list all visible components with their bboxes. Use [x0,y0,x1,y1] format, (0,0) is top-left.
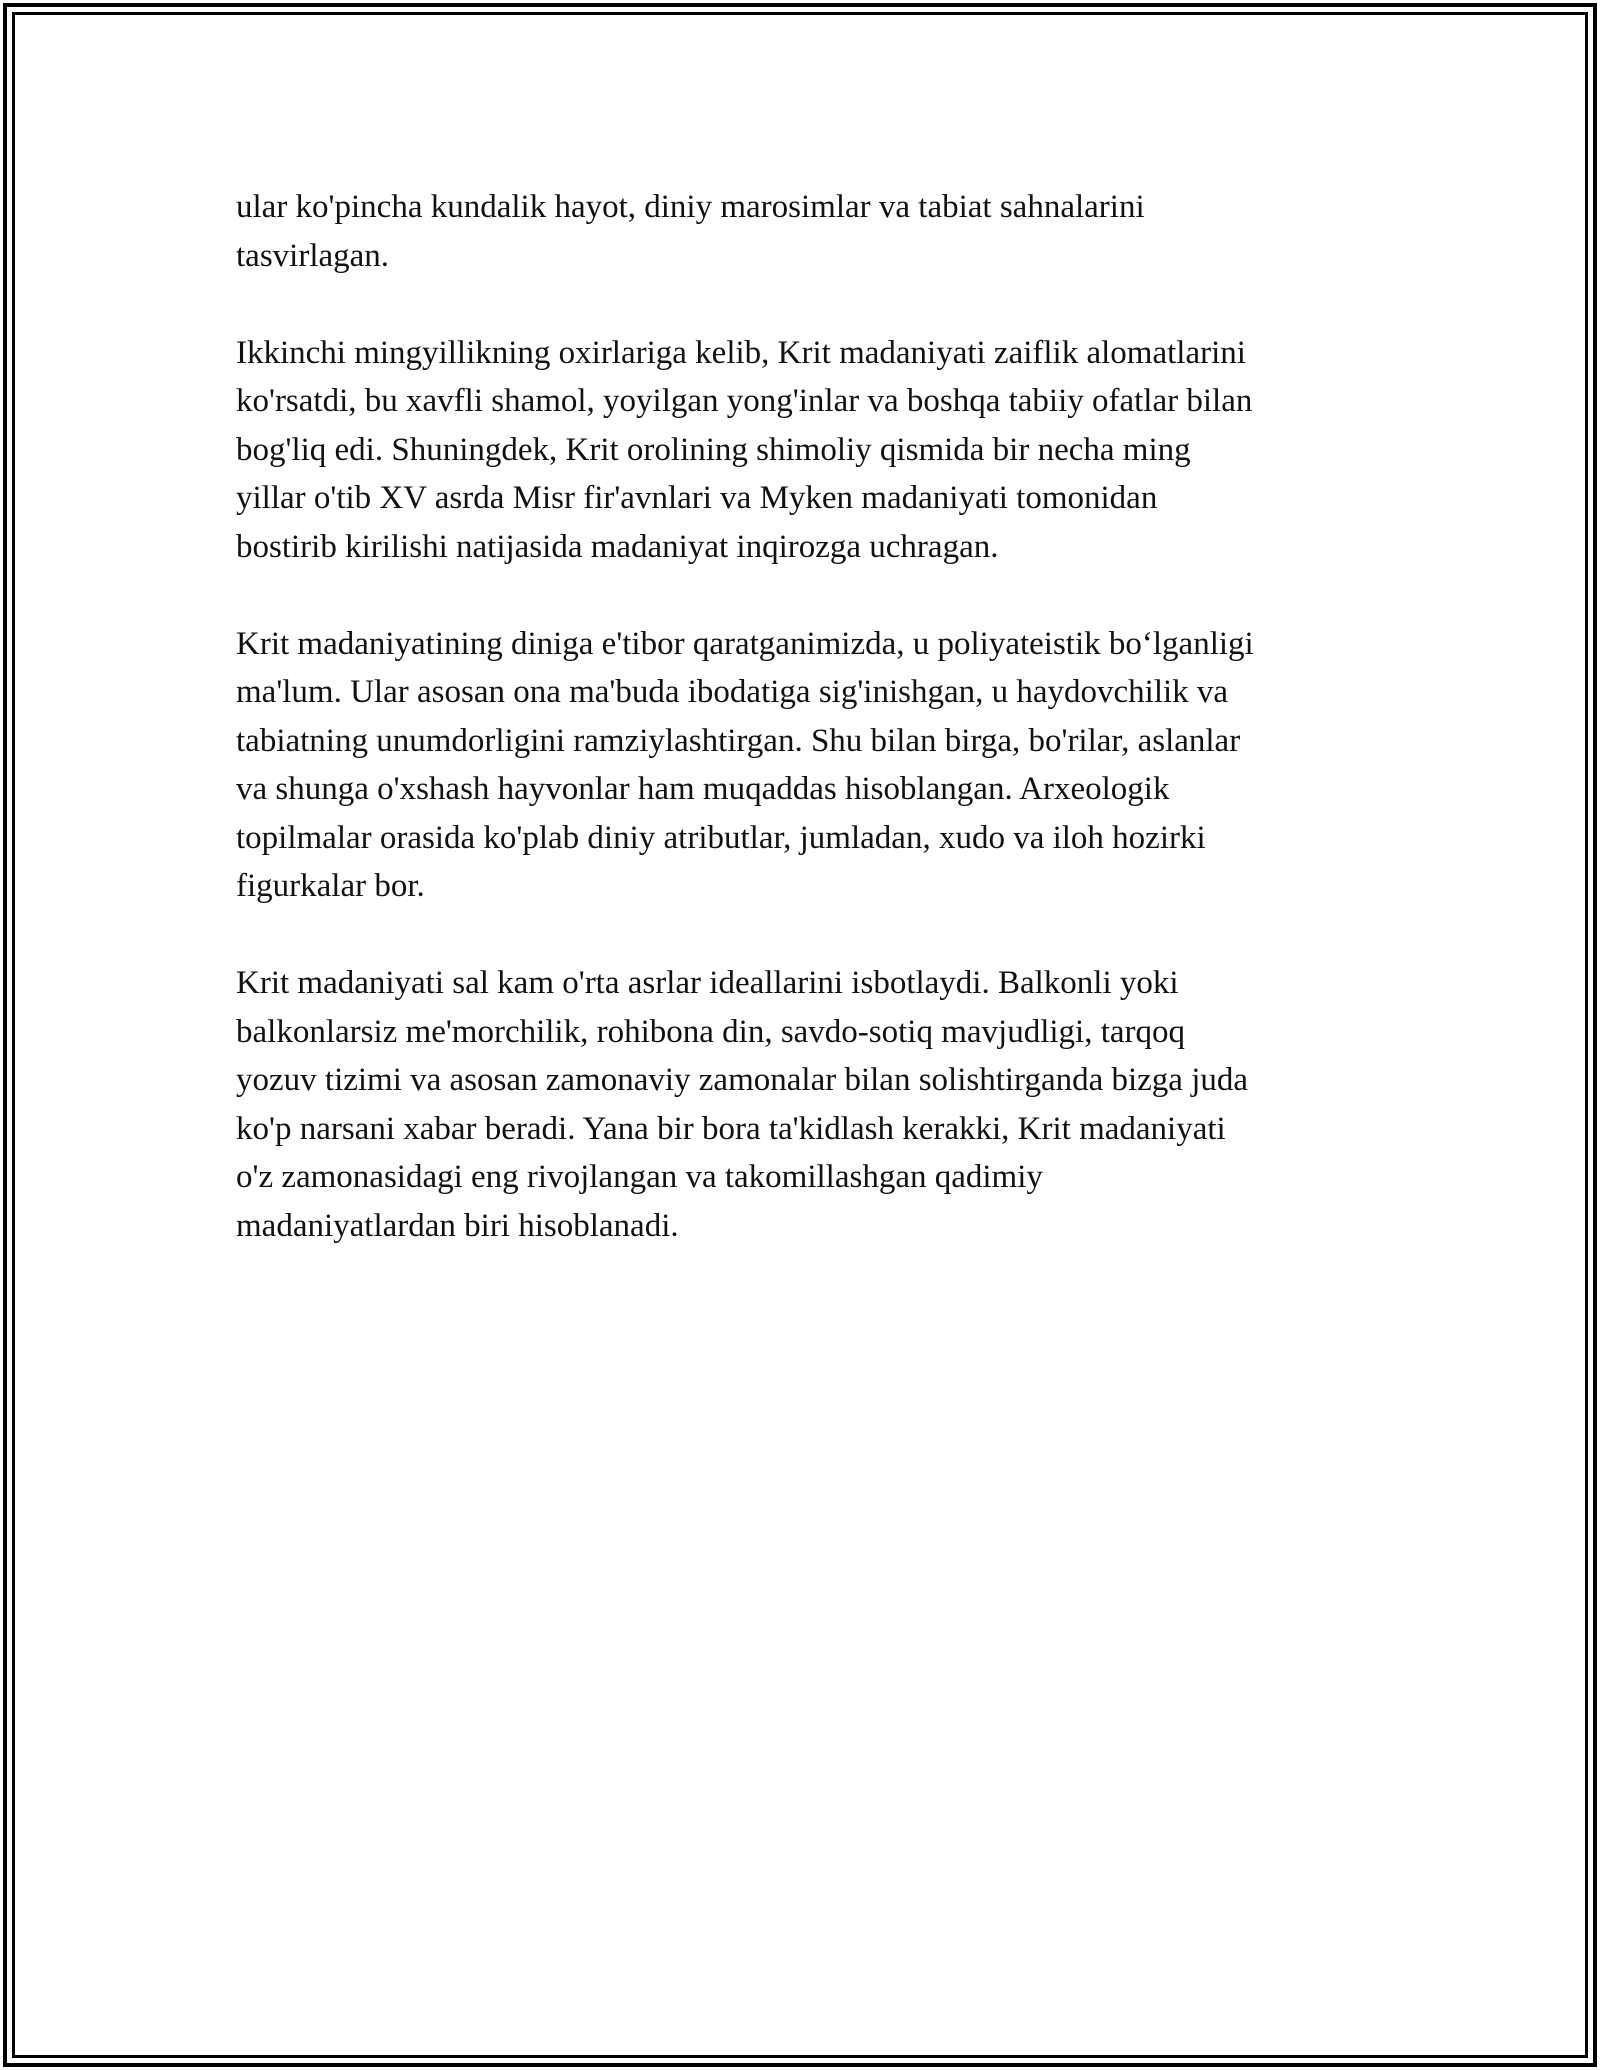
text-line: va shunga o'xshash hayvonlar ham muqaddas hisoblangan. Arxeologik [236,771,1170,807]
text-line: madaniyatlardan biri hisoblanadi. [236,1207,679,1244]
paragraph-3 [236,620,1386,911]
text-line: ular ko'pincha kundalik hayot, diniy marosimlar va tabiat sahnalarini [236,189,1145,225]
text-line: ma'lum. Ular asosan ona ma'buda ibodatiga sig'inishgan, u haydovchilik va [236,674,1229,710]
text-line: tasvirlagan. [236,237,390,274]
text-line: balkonlarsiz me'morchilik, rohibona din, savdo-sotiq mavjudligi, tarqoq [236,1013,1186,1050]
text-line: yillar o'tib XV asrda Misr fir'avnlari va Myken madaniyati tomonidan [236,480,1158,516]
text-line: figurkalar bor. [236,868,425,904]
paragraph-1 [236,183,1386,280]
text-line: Krit madaniyati sal kam o'rta asrlar ideallarini isbotlaydi. Balkonli yoki [236,965,1179,1001]
document-body [236,183,1386,1299]
text-line: bostirib kirilishi natijasida madaniyat inqirozga uchragan. [236,528,999,565]
paragraph-2 [236,329,1386,572]
text-line: Ikkinchi mingyillikning oxirlariga kelib, Krit madaniyati zaiflik alomatlarini [236,334,1246,371]
paragraph-4 [236,959,1386,1250]
text-line: yozuv tizimi va asosan zamonaviy zamonalar bilan solishtirganda bizga juda [236,1062,1249,1098]
text-line: Krit madaniyatining diniga e'tibor qaratganimizda, u poliyateistik bo‘lganligi [236,625,1254,662]
text-line: o'z zamonasidagi eng rivojlangan va takomillashgan qadimiy [236,1159,1043,1195]
text-line: bog'liq edi. Shuningdek, Krit orolining shimoliy qismida bir necha ming [236,431,1191,468]
text-line: topilmalar orasida ko'plab diniy atributlar, jumladan, xudo va iloh hozirki [236,819,1206,856]
text-line: tabiatning unumdorligini ramziylashtirgan. Shu bilan birga, bo'rilar, aslanlar [236,722,1241,759]
text-line: ko'p narsani xabar beradi. Yana bir bora ta'kidlash kerakki, Krit madaniyati [236,1110,1226,1147]
text-line: ko'rsatdi, bu xavfli shamol, yoyilgan yong'inlar va boshqa tabiiy ofatlar bilan [236,383,1253,419]
